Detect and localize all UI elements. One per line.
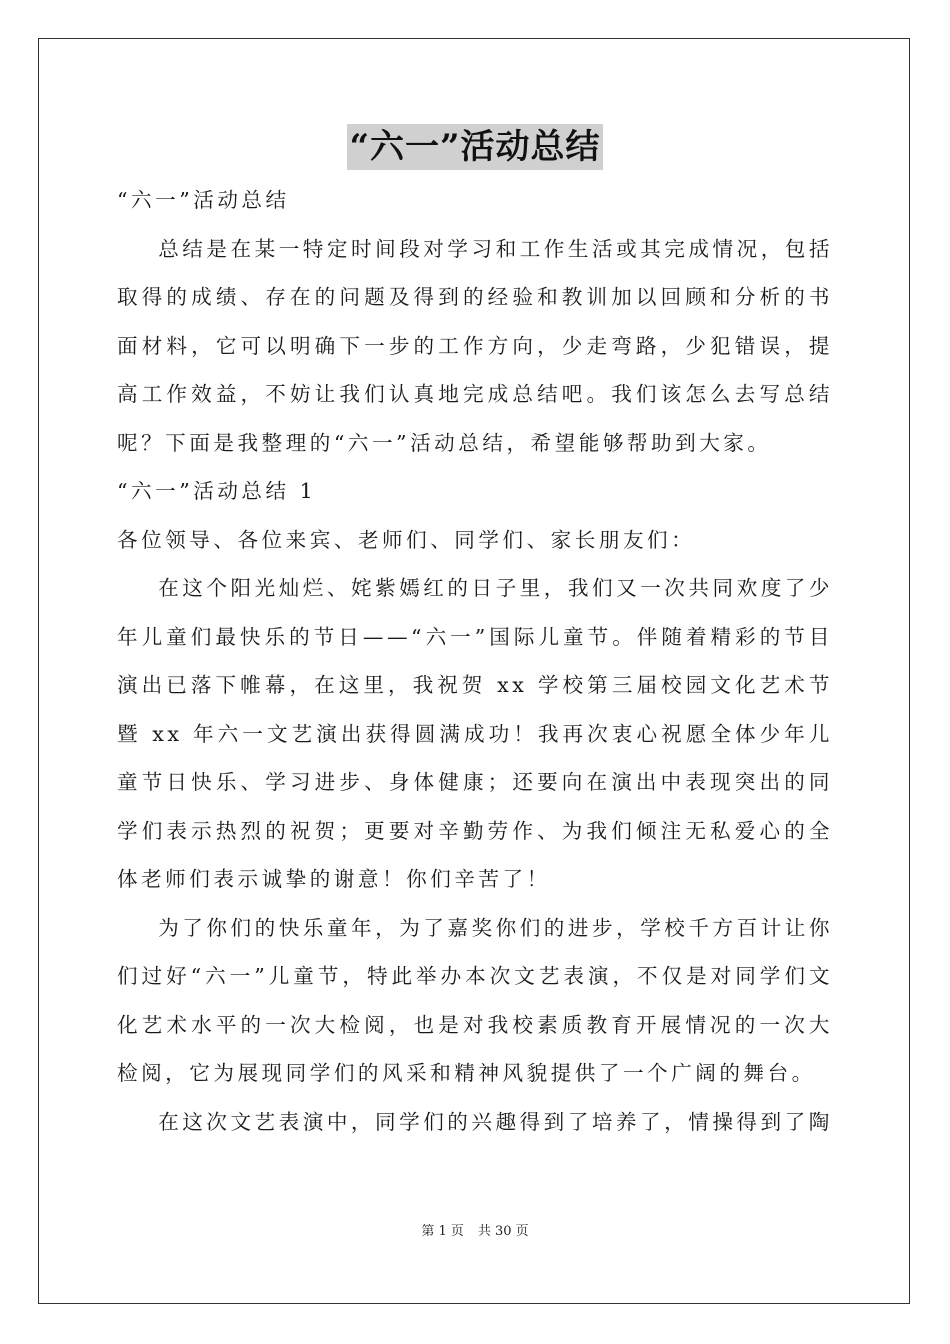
body-paragraph: 在这次文艺表演中，同学们的兴趣得到了培养了，情操得到了陶 bbox=[158, 1109, 833, 1134]
document-title: “六一”活动总结 bbox=[347, 124, 602, 170]
page-total: 共 30 页 bbox=[477, 1224, 529, 1239]
body-paragraph: 为了你们的快乐童年，为了嘉奖你们的进步，学校千方百计让你们过好“六一”儿童节，特此举办本次文艺表演，不仅是对同学们文化艺术水平的一次大检阅，也是对我校素质教育开展情况的一次大检阅，它为展现同学们的风采和精神风貌提供了一个广阔的舞台。 bbox=[117, 915, 833, 1085]
page-number: 第 1 页 bbox=[421, 1224, 464, 1239]
body-paragraph: 在这个阳光灿烂、姹紫嫣红的日子里，我们又一次共同欢度了少年儿童们最快乐的节日——“六一”国际儿童节。伴随着精彩的节目演出已落下帷幕，在这里，我祝贺 xx 学校第三届校园文化艺术节暨 xx 年六一文艺演出获得圆满成功！我再次衷心祝愿全体少年儿童节日快乐、学习进步、身体健康；还要向在演出中表现突出的同学们表示热烈的祝贺；更要对辛勤劳作、为我们倾注无私爱心的全体老师们表示诚挚的谢意！你们辛苦了！ bbox=[117, 576, 833, 891]
document-body bbox=[117, 176, 833, 1146]
salutation-line: 各位领导、各位来宾、老师们、同学们、家长朋友们： bbox=[117, 527, 696, 552]
page-footer bbox=[0, 1220, 950, 1239]
intro-paragraph: 总结是在某一特定时间段对学习和工作生活或其完成情况，包括取得的成绩、存在的问题及得到的经验和教训加以回顾和分析的书面材料，它可以明确下一步的工作方向，少走弯路，少犯错误，提高工作效益，不妨让我们认真地完成总结吧。我们该怎么去写总结呢？下面是我整理的“六一”活动总结，希望能够帮助到大家。 bbox=[117, 236, 833, 455]
title-container bbox=[0, 124, 950, 170]
subtitle-line: “六一”活动总结 bbox=[117, 188, 290, 212]
section-heading: “六一”活动总结 1 bbox=[117, 479, 317, 503]
